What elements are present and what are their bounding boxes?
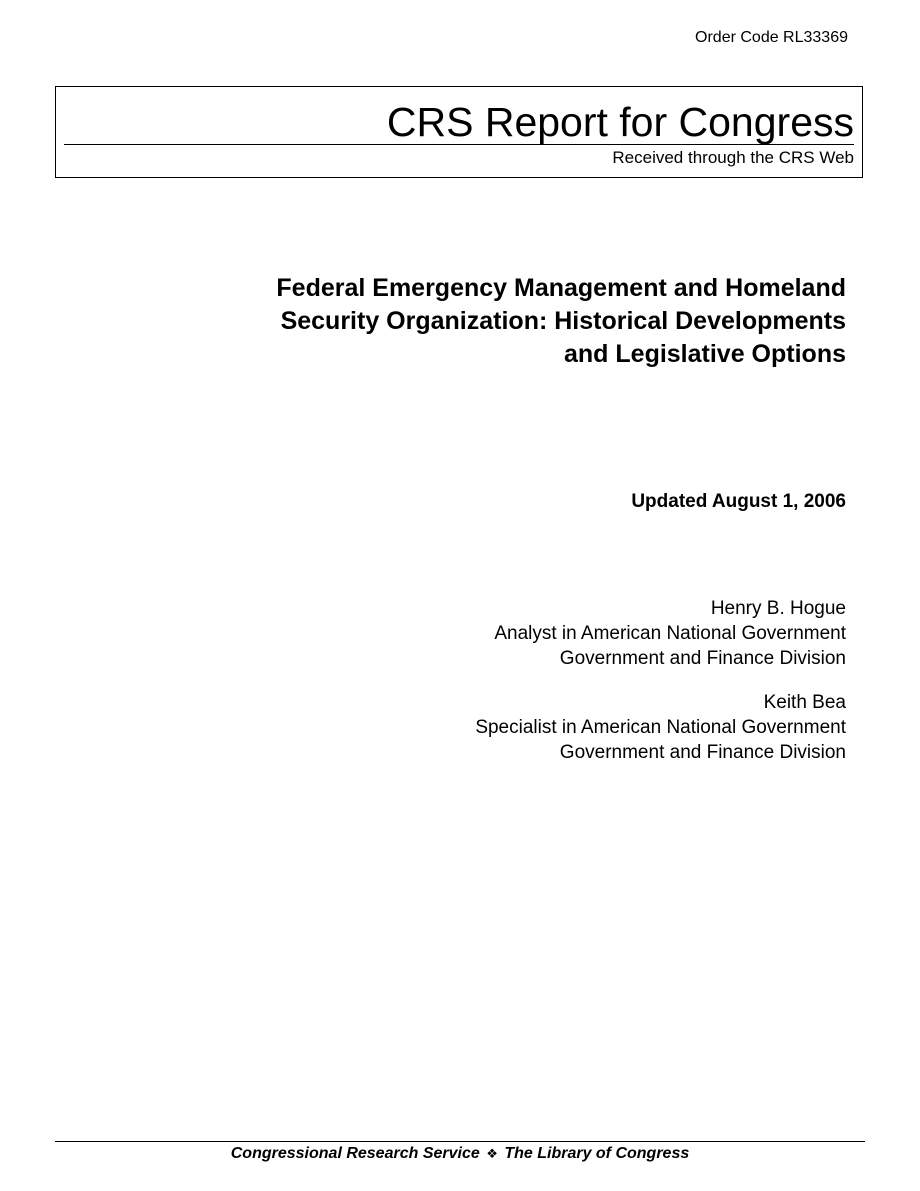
report-title-line: Federal Emergency Management and Homeland — [276, 274, 846, 302]
author-position: Specialist in American National Government — [475, 717, 846, 738]
footer-divider — [55, 1141, 865, 1142]
author-position: Analyst in American National Government — [494, 623, 846, 644]
updated-date: Updated August 1, 2006 — [631, 491, 846, 512]
footer-library: The Library of Congress — [504, 1145, 690, 1162]
masthead-box — [55, 86, 863, 178]
author-block — [494, 596, 846, 671]
diamond-separator-icon: ❖ — [486, 1147, 498, 1162]
report-title-line: Security Organization: Historical Developments — [280, 307, 846, 335]
masthead-subtitle: Received through the CRS Web — [612, 148, 854, 167]
footer-publisher: Congressional Research Service — [230, 1145, 480, 1162]
footer — [0, 1144, 920, 1165]
report-title-line: and Legislative Options — [564, 340, 846, 368]
masthead-title: CRS Report for Congress — [386, 99, 854, 145]
order-code: Order Code RL33369 — [695, 29, 848, 46]
author-block — [475, 690, 846, 765]
report-title — [126, 272, 846, 371]
author-name: Keith Bea — [763, 692, 846, 713]
masthead-divider — [64, 144, 854, 145]
author-division: Government and Finance Division — [559, 648, 846, 669]
author-division: Government and Finance Division — [559, 742, 846, 763]
author-name: Henry B. Hogue — [710, 598, 846, 619]
